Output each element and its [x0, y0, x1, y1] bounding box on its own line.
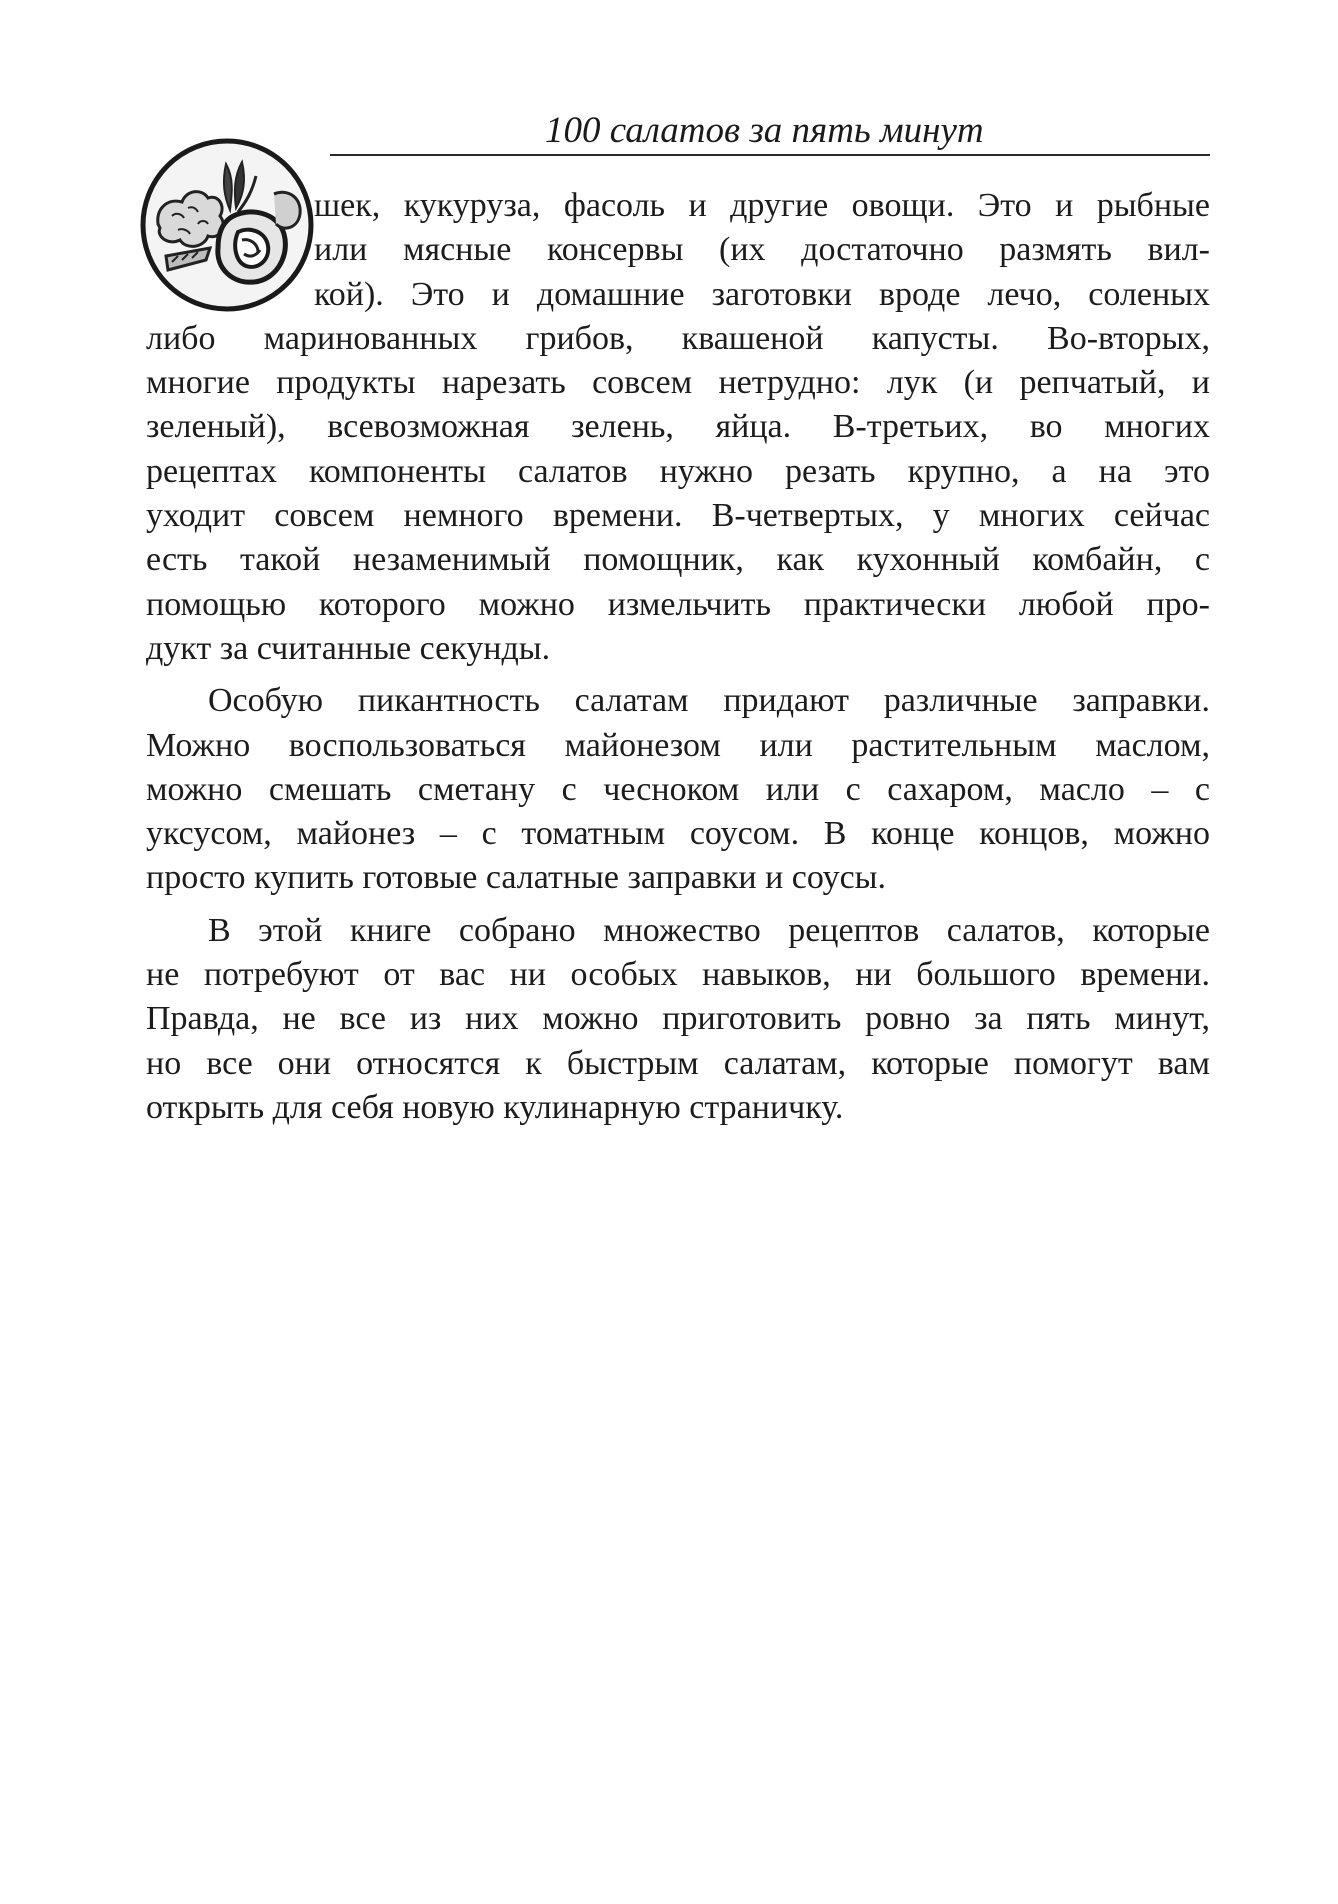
- text-line: дукт за считанные секунды.: [146, 629, 551, 667]
- text-line: уксусом, майонез – с томатным соусом. В конце концов, можно: [146, 815, 1210, 853]
- text-line: В этой книге собрано множество рецептов салатов, которые: [208, 911, 1210, 949]
- paragraph: [146, 679, 1210, 900]
- text-line: не потребуют от вас ни особых навыков, ни большого времени.: [146, 956, 1210, 994]
- text-line: помощью которого можно измельчить практически любой про-: [146, 585, 1210, 623]
- text-line: есть такой незаменимый помощник, как кухонный комбайн, с: [146, 541, 1210, 579]
- running-title: 100 салатов за пять минут: [545, 110, 984, 151]
- text-line: открыть для себя новую кулинарную страничку.: [146, 1088, 844, 1126]
- text-line: рецептах компоненты салатов нужно резать крупно, а на это: [146, 452, 1210, 490]
- text-line: Правда, не все из них можно приготовить ровно за пять минут,: [146, 1000, 1210, 1038]
- header-rule: [330, 154, 1210, 156]
- paragraph: [146, 909, 1210, 1130]
- text-line: но все они относятся к быстрым салатам, которые помогут вам: [146, 1044, 1210, 1082]
- text-line: Можно воспользоваться майонезом или растительным маслом,: [146, 726, 1210, 764]
- text-line: можно смешать сметану с чесноком или с сахаром, масло – с: [146, 770, 1210, 808]
- text-line: или мясные консервы (их достаточно размять вил-: [314, 231, 1210, 269]
- text-line: просто купить готовые салатные заправки и соусы.: [146, 859, 886, 897]
- text-line: уходит совсем немного времени. В-четвертых, у многих сейчас: [146, 497, 1210, 535]
- paragraph: [146, 184, 1210, 671]
- text-line: либо маринованных грибов, квашеной капусты. Во-вторых,: [146, 319, 1210, 357]
- text-line: зеленый), всевозможная зелень, яйца. В-третьих, во многих: [146, 408, 1210, 446]
- text-line: кой). Это и домашние заготовки вроде лечо, соленых: [314, 275, 1210, 313]
- body-text: [146, 184, 1210, 1130]
- text-line: шек, кукуруза, фасоль и другие овощи. Это и рыбные: [314, 187, 1210, 224]
- page-header: [330, 108, 1210, 158]
- text-line: Особую пикантность салатам придают различные заправки.: [208, 682, 1210, 720]
- text-line: многие продукты нарезать совсем нетрудно: лук (и репчатый, и: [146, 364, 1210, 402]
